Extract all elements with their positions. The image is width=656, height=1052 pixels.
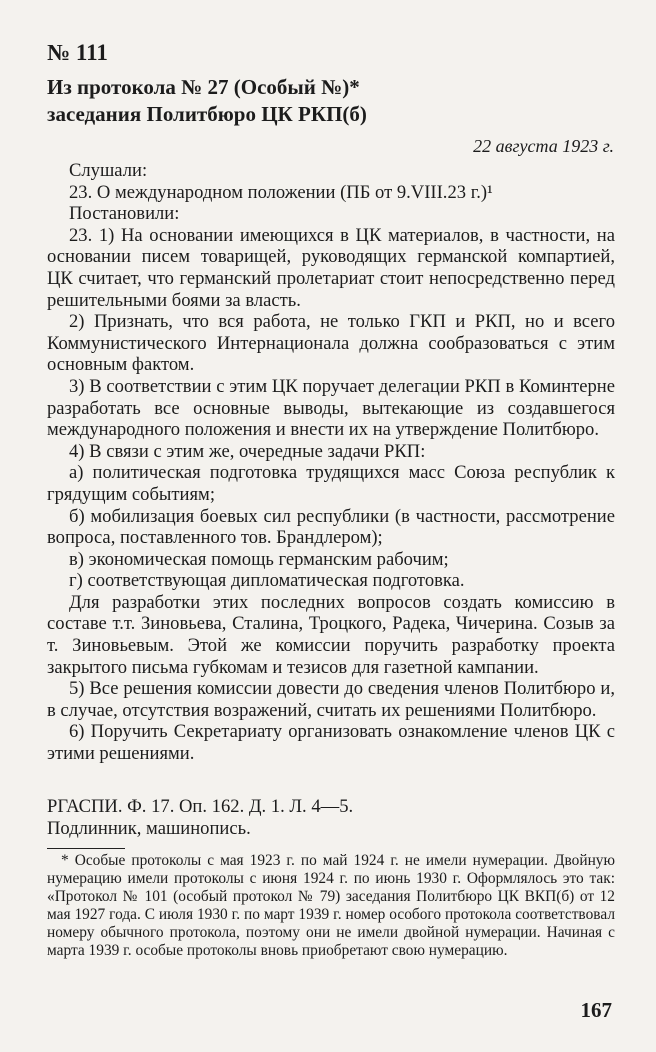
resolution-point-4: 4) В связи с этим же, очередные задачи РКП: bbox=[69, 440, 426, 462]
resolution-point-5: 5) Все решения комиссии довести до сведения членов Политбюро и, в случае, отсутствия возражений, считать их решениями Политбюро. bbox=[47, 678, 615, 721]
title-line-1: Из протокола № 27 (Особый №)* bbox=[47, 75, 360, 99]
footnote-divider bbox=[47, 848, 125, 849]
resolution-point-6: 6) Поручить Секретариату организовать ознакомление членов ЦК с этими решениями. bbox=[47, 721, 615, 765]
resolution-point-2: 2) Признать, что вся работа, не только ГКП и РКП, но и всего Коммунистического Интернационала должна сообразоваться с этим основным фактом. bbox=[47, 311, 615, 376]
document-body bbox=[47, 160, 615, 765]
subpoint-g: г) соответствующая дипломатическая подготовка. bbox=[69, 570, 465, 592]
source-reference bbox=[47, 796, 615, 839]
page-number: 167 bbox=[580, 998, 612, 1022]
resolved-label: Постановили: bbox=[69, 203, 180, 225]
document-number: № 111 bbox=[47, 40, 108, 65]
subpoint-b: б) мобилизация боевых сил республики (в частности, рассмотрение вопроса, поставленного тов. Брандлером); bbox=[47, 505, 615, 549]
heard-label: Слушали: bbox=[69, 160, 148, 181]
document-type: Подлинник, машинопись. bbox=[47, 817, 251, 839]
archive-citation: РГАСПИ. Ф. 17. Оп. 162. Д. 1. Л. 4—5. bbox=[47, 796, 354, 817]
title-line-2: заседания Политбюро ЦК РКП(б) bbox=[47, 102, 367, 126]
agenda-item-23: 23. О международном положении (ПБ от 9.VIII.23 г.)¹ bbox=[69, 181, 493, 203]
subpoint-v: в) экономическая помощь германским рабочим; bbox=[69, 548, 449, 570]
document-date: 22 августа 1923 г. bbox=[473, 136, 614, 156]
resolution-point-3: 3) В соответствии с этим ЦК поручает делегации РКП в Коминтерне разработать все основные выводы, вытекающие из создавшегося международного положения и внести их на утверждение Политбюро. bbox=[47, 375, 615, 441]
subpoint-a: а) политическая подготовка трудящихся масс Союза республик к грядущим событиям; bbox=[47, 462, 615, 505]
commission-paragraph: Для разработки этих последних вопросов создать комиссию в составе т.т. Зиновьева, Сталина, Троцкого, Радека, Чичерина. Созыв за т. Зиновьевым. Этой же комиссии поручить разработку проекта закрытого письма губкомам и тезисов для газетной кампании. bbox=[47, 591, 615, 678]
document-title bbox=[47, 74, 517, 128]
footnote: * Особые протоколы с мая 1923 г. по май 1924 г. не имели нумерации. Двойную нумерацию имели протоколы с июня 1924 г. по июнь 1930 г. Оформлялось это так: «Протокол № 101 (особый протокол № 79) заседания Политбюро ЦК ВКП(б) от 12 мая 1927 года. С июля 1930 г. по март 1939 г. номер особого протокола соответствовал номеру обычного протокола, поэтому они не имели двойной нумерации. Начиная с марта 1939 г. особые протоколы вновь приобретают свою нумерацию. bbox=[47, 852, 615, 959]
resolution-point-1: 23. 1) На основании имеющихся в ЦК материалов, в частности, на основании писем товарищей, руководящих германской компартией, ЦК считает, что германский пролетариат стоит непосредственно перед решительными боями за власть. bbox=[47, 224, 615, 311]
